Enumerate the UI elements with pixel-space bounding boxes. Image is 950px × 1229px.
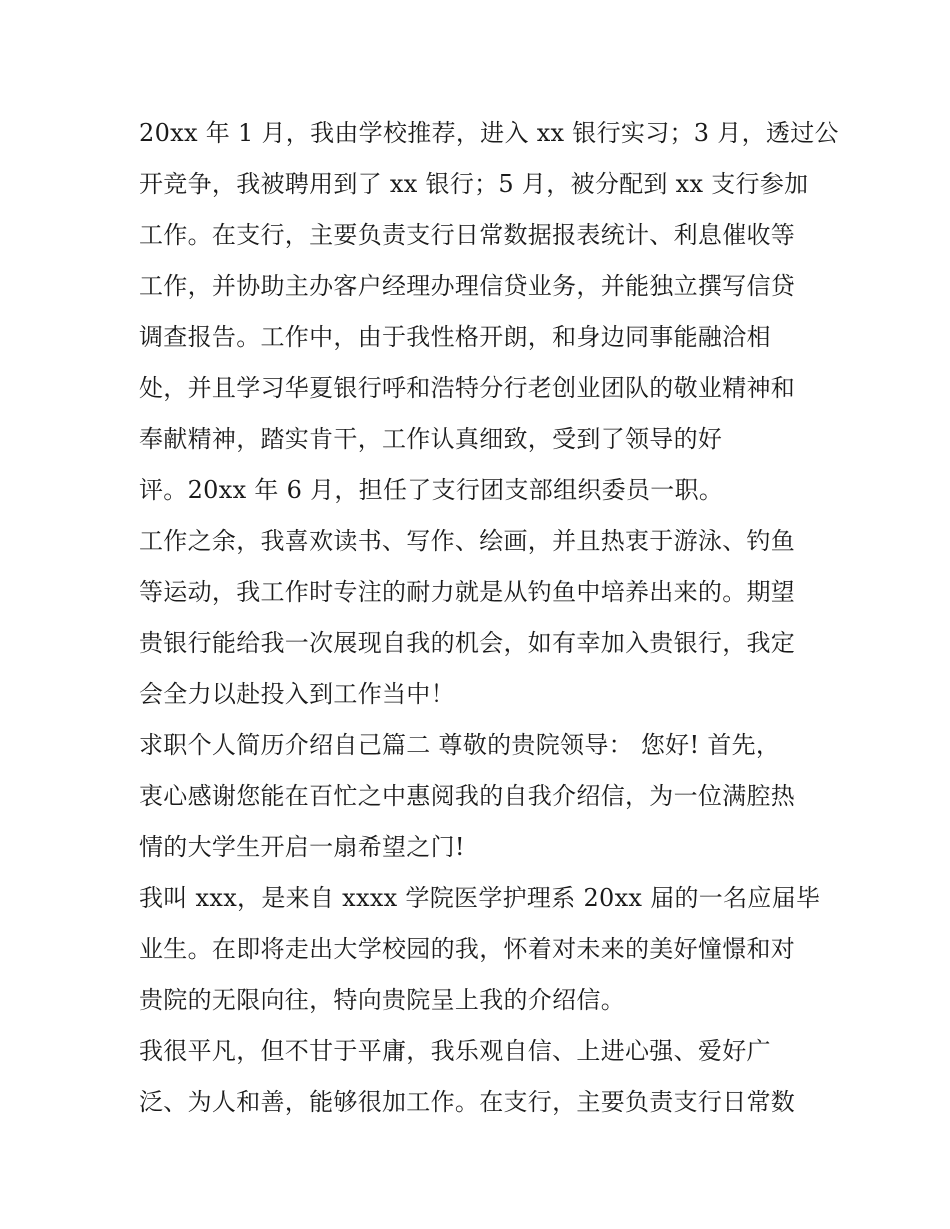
text-line: 开竞争，我被聘用到了 xx 银行；5 月，被分配到 xx 支行参加 bbox=[139, 170, 809, 198]
text-line: 情的大学生开启一扇希望之门! bbox=[139, 833, 465, 861]
text-line: 贵银行能给我一次展现自我的机会，如有幸加入贵银行，我定 bbox=[139, 629, 796, 657]
text-line: 贵院的无限向往，特向贵院呈上我的介绍信。 bbox=[139, 986, 625, 1014]
text-line: 工作。在支行，主要负责支行日常数据报表统计、利息催收等 bbox=[139, 221, 796, 249]
text-line: 衷心感谢您能在百忙之中惠阅我的自我介绍信，为一位满腔热 bbox=[139, 782, 796, 810]
text-line: 处，并且学习华夏银行呼和浩特分行老创业团队的敬业精神和 bbox=[139, 374, 796, 402]
text-line: 调查报告。工作中，由于我性格开朗，和身边同事能融洽相 bbox=[139, 323, 771, 351]
text-line: 20xx 年 1 月，我由学校推荐，进入 xx 银行实习；3 月，透过公 bbox=[139, 119, 839, 147]
text-line: 等运动，我工作时专注的耐力就是从钓鱼中培养出来的。期望 bbox=[139, 578, 796, 606]
text-line: 工作之余，我喜欢读书、写作、绘画，并且热衷于游泳、钓鱼 bbox=[139, 527, 796, 555]
document-body bbox=[139, 108, 839, 1128]
text-line: 我很平凡，但不甘于平庸，我乐观自信、上进心强、爱好广 bbox=[139, 1037, 771, 1065]
text-line: 会全力以赴投入到工作当中！ bbox=[139, 680, 455, 708]
text-line: 业生。在即将走出大学校园的我，怀着对未来的美好憧憬和对 bbox=[139, 935, 796, 963]
text-line: 工作，并协助主办客户经理办理信贷业务，并能独立撰写信贷 bbox=[139, 272, 796, 300]
text-line: 评。20xx 年 6 月，担任了支行团支部组织委员一职。 bbox=[139, 476, 724, 504]
text-line: 泛、为人和善，能够很加工作。在支行，主要负责支行日常数 bbox=[139, 1088, 796, 1116]
text-line: 我叫 xxx，是来自 xxxx 学院医学护理系 20xx 届的一名应届毕 bbox=[139, 884, 821, 912]
text-line: 求职个人简历介绍自己篇二 尊敬的贵院领导： 您好! 首先， bbox=[139, 731, 781, 759]
text-line: 奉献精神，踏实肯干，工作认真细致，受到了领导的好 bbox=[139, 425, 723, 453]
